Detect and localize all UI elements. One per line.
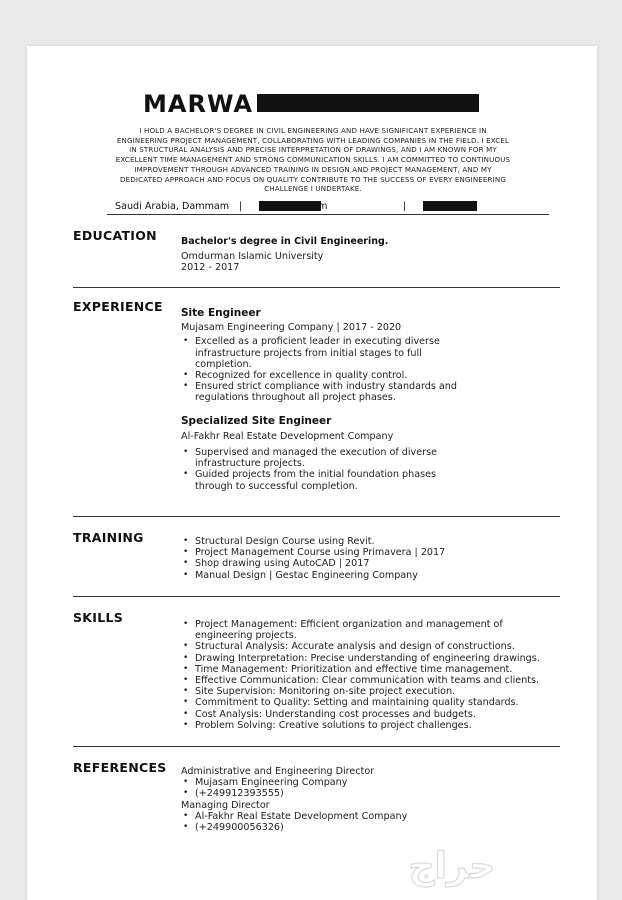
list-item: • Guided projects from the initial foundation phases through to successful completion. (195, 469, 471, 491)
training-list (181, 536, 481, 581)
separator-1: | (239, 201, 243, 212)
separator-2: | (403, 201, 407, 212)
list-item: • Commitment to Quality: Setting and maintaining quality standards. (195, 697, 561, 708)
list-item: • (+249912393555) (195, 788, 481, 799)
list-item: • Drawing Interpretation: Precise understanding of engineering drawings. (195, 653, 561, 664)
reference-1-list (181, 777, 481, 799)
profile-summary: I HOLD A BACHELOR'S DEGREE IN CIVIL ENGINEERING AND HAVE SIGNIFICANT EXPERIENCE IN ENGINEERING PROJECT MANAGEMENT, COLLABORATING WITH LEADING COMPANIES IN THE FIELD. I EXCEL IN STRUCTURAL ANALYSIS AND PRECISE INTERPRETATION OF DRAWINGS, AND I AM KNOWN FOR MY EXCELLENT TIME MANAGEMENT AND STRONG COMMUNICATION SKILLS. I AM COMMITTED TO CONTINUOUS IMPROVEMENT THROUGH ADVANCED TRAINING IN DESIGN AND PROJECT MANAGEMENT, AND MY DEDICATED APPROACH AND FOCUS ON QUALITY CONTRIBUTE TO THE SUCCESS OF EVERY ENGINEERING CHALLENGE I UNDERTAKE. (115, 126, 511, 194)
header-divider (107, 214, 549, 215)
list-item: • Ensured strict compliance with industry standards and regulations throughout all project phases. (195, 381, 471, 403)
job-2-bullets (181, 447, 471, 492)
experience-heading: EXPERIENCE (73, 299, 163, 314)
watermark-logo (390, 840, 515, 890)
job-2-role: Specialized Site Engineer (181, 414, 332, 427)
job-1-role: Site Engineer (181, 307, 261, 319)
skills-list (181, 619, 561, 731)
list-item: • Structural Design Course using Revit. (195, 536, 481, 547)
references-body (181, 766, 481, 833)
candidate-name (143, 90, 543, 118)
reference-1-role: Administrative and Engineering Director (181, 766, 375, 777)
training-heading: TRAINING (73, 530, 144, 545)
skills-heading: SKILLS (73, 610, 124, 625)
experience-body (181, 308, 471, 492)
job-1-company: Mujasam Engineering Company | 2017 - 2020 (181, 322, 402, 334)
list-item: • Shop drawing using AutoCAD | 2017 (195, 558, 481, 569)
list-item: • Recognized for excellence in quality control. (195, 370, 471, 381)
list-item: • Project Management Course using Primavera | 2017 (195, 547, 481, 558)
training-body (181, 536, 481, 581)
list-item: • Mujasam Engineering Company (195, 777, 481, 788)
resume-page (27, 46, 597, 900)
divider-training (73, 596, 560, 597)
school: Omdurman Islamic University (181, 251, 324, 263)
list-item: • Site Supervision: Monitoring on-site project execution. (195, 686, 561, 697)
list-item: • Al-Fakhr Real Estate Development Company (195, 811, 481, 822)
list-item: • Cost Analysis: Understanding cost processes and budgets. (195, 709, 561, 720)
list-item: • Project Management: Efficient organization and management of engineering projects. (195, 619, 535, 641)
divider-education (73, 287, 560, 288)
divider-experience (73, 516, 560, 517)
reference-2-list (181, 811, 481, 833)
list-item: • Problem Solving: Creative solutions to project challenges. (195, 720, 561, 731)
degree: Bachelor's degree in Civil Engineering. (181, 236, 389, 247)
education-heading: EDUCATION (73, 228, 157, 243)
list-item: • Structural Analysis: Accurate analysis and design of constructions. (195, 641, 561, 652)
redacted-surname (257, 94, 479, 112)
education-years: 2012 - 2017 (181, 262, 240, 274)
list-item: • Supervised and managed the execution of diverse infrastructure projects. (195, 447, 471, 469)
watermark-text: حراج (408, 846, 496, 887)
redacted-phone (423, 201, 477, 211)
candidate-first-name: MARWA (143, 90, 253, 118)
list-item: • (+249900056326) (195, 822, 481, 833)
location: Saudi Arabia, Dammam (115, 201, 230, 212)
job-1-bullets (181, 336, 471, 403)
list-item: • Excelled as a proficient leader in executing diverse infrastructure projects from initial stages to full completion. (195, 336, 471, 370)
skills-body (181, 619, 561, 731)
job-2-company: Al-Fakhr Real Estate Development Company (181, 430, 394, 442)
reference-2-role: Managing Director (181, 799, 270, 811)
list-item: • Time Management: Prioritization and effective time management. (195, 664, 561, 675)
divider-skills (73, 746, 560, 747)
list-item: • Manual Design | Gestac Engineering Company (195, 570, 481, 581)
education-body (181, 236, 388, 274)
email-domain: hi@gmail.com (259, 201, 328, 212)
list-item: • Effective Communication: Clear communication with teams and clients. (195, 675, 561, 686)
references-heading: REFERENCES (73, 760, 167, 775)
